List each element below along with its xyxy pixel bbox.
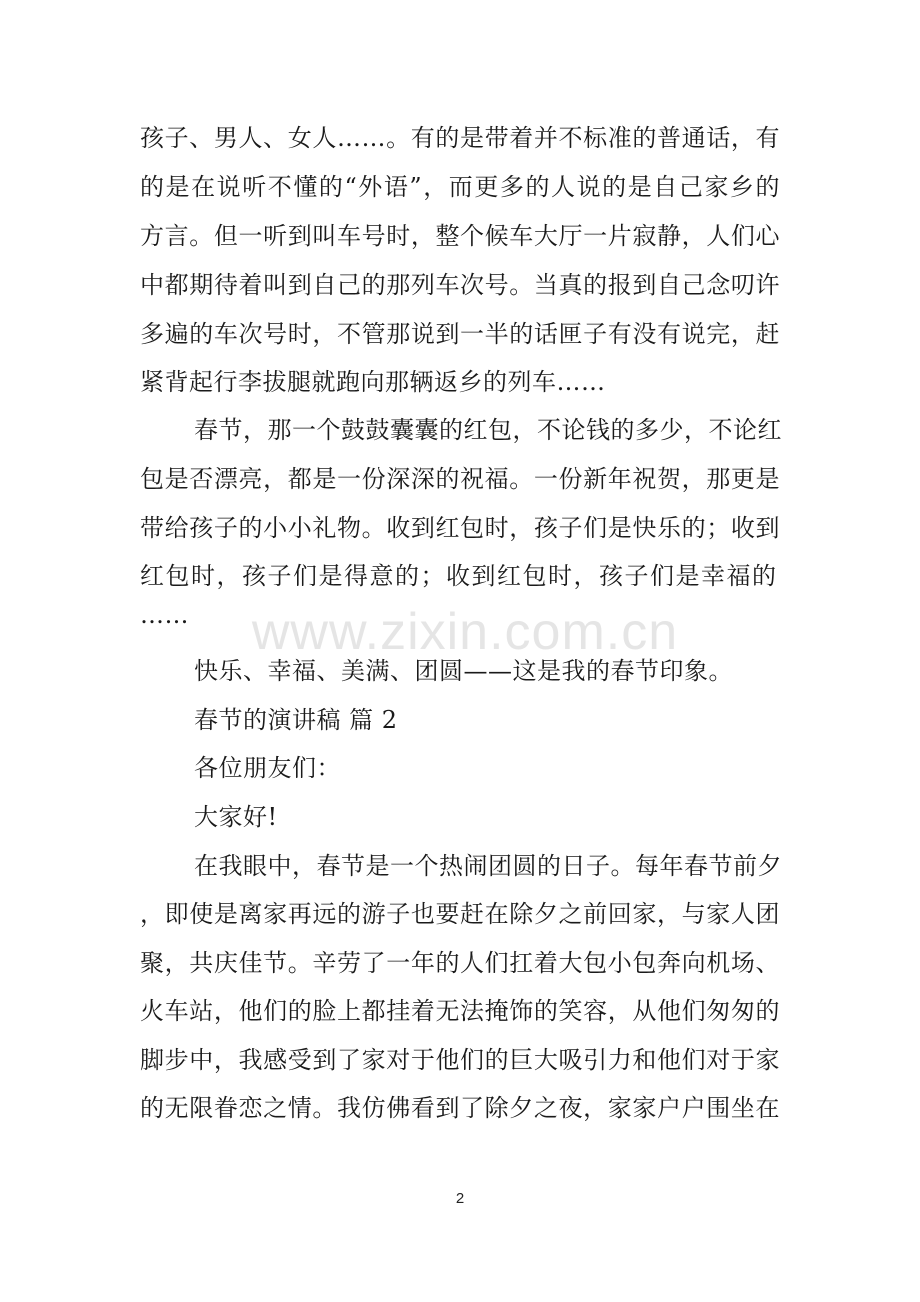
paragraph-2-line-1: 春节，那一个鼓鼓囊囊的红包，不论钱的多少，不论红 [194, 416, 782, 444]
section-title: 春节的演讲稿 篇 2 [194, 706, 398, 734]
paragraph-1-line-4: 中都期待着叫到自己的那列车次号。当真的报到自己念叨许 [140, 271, 780, 299]
paragraph-3-line-4: 火车站，他们的脸上都挂着无法掩饰的笑容，从他们匆匆的 [140, 997, 780, 1025]
salutation: 各位朋友们： [194, 754, 341, 782]
paragraph-1-line-3: 方言。但一听到叫车号时，整个候车大厅一片寂静，人们心 [140, 222, 780, 250]
paragraph-3-line-3: 聚，共庆佳节。辛劳了一年的人们扛着大包小包奔向机场、 [140, 949, 780, 977]
paragraph-1-line-1: 孩子、男人、女人……。有的是带着并不标准的普通话，有 [140, 124, 780, 152]
paragraph-3-line-5: 脚步中，我感受到了家对于他们的巨大吸引力和他们对于家 [140, 1046, 780, 1074]
paragraph-2-line-4: 红包时，孩子们是得意的；收到红包时，孩子们是幸福的 [140, 562, 778, 590]
watermark: www.zixin.com.cn [251, 603, 679, 661]
greeting: 大家好! [194, 803, 278, 831]
paragraph-3-line-1: 在我眼中，春节是一个热闹团圆的日子。每年春节前夕 [194, 852, 782, 880]
paragraph-1-line-5: 多遍的车次号时，不管那说到一半的话匣子有没有说完，赶 [140, 320, 780, 348]
paragraph-1-line-6: 紧背起行李拔腿就跑向那辆返乡的列车…… [140, 368, 606, 396]
paragraph-1-line-2: 的是在说听不懂的“外语”，而更多的人说的是自己家乡的 [140, 173, 780, 201]
paragraph-2-line-5: …… [140, 601, 189, 629]
paragraph-3-line-2: ，即使是离家再远的游子也要赶在除夕之前回家，与家人团 [140, 900, 780, 928]
paragraph-3-line-6: 的无限眷恋之情。我仿佛看到了除夕之夜，家家户户围坐在 [140, 1094, 780, 1122]
page-number: 2 [455, 1190, 465, 1207]
paragraph-2-line-2: 包是否漂亮，都是一份深深的祝福。一份新年祝贺，那更是 [140, 465, 780, 493]
closing-line: 快乐、幸福、美满、团圆——这是我的春节印象。 [194, 657, 733, 685]
paragraph-2-line-3: 带给孩子的小小礼物。收到红包时，孩子们是快乐的；收到 [140, 514, 780, 542]
